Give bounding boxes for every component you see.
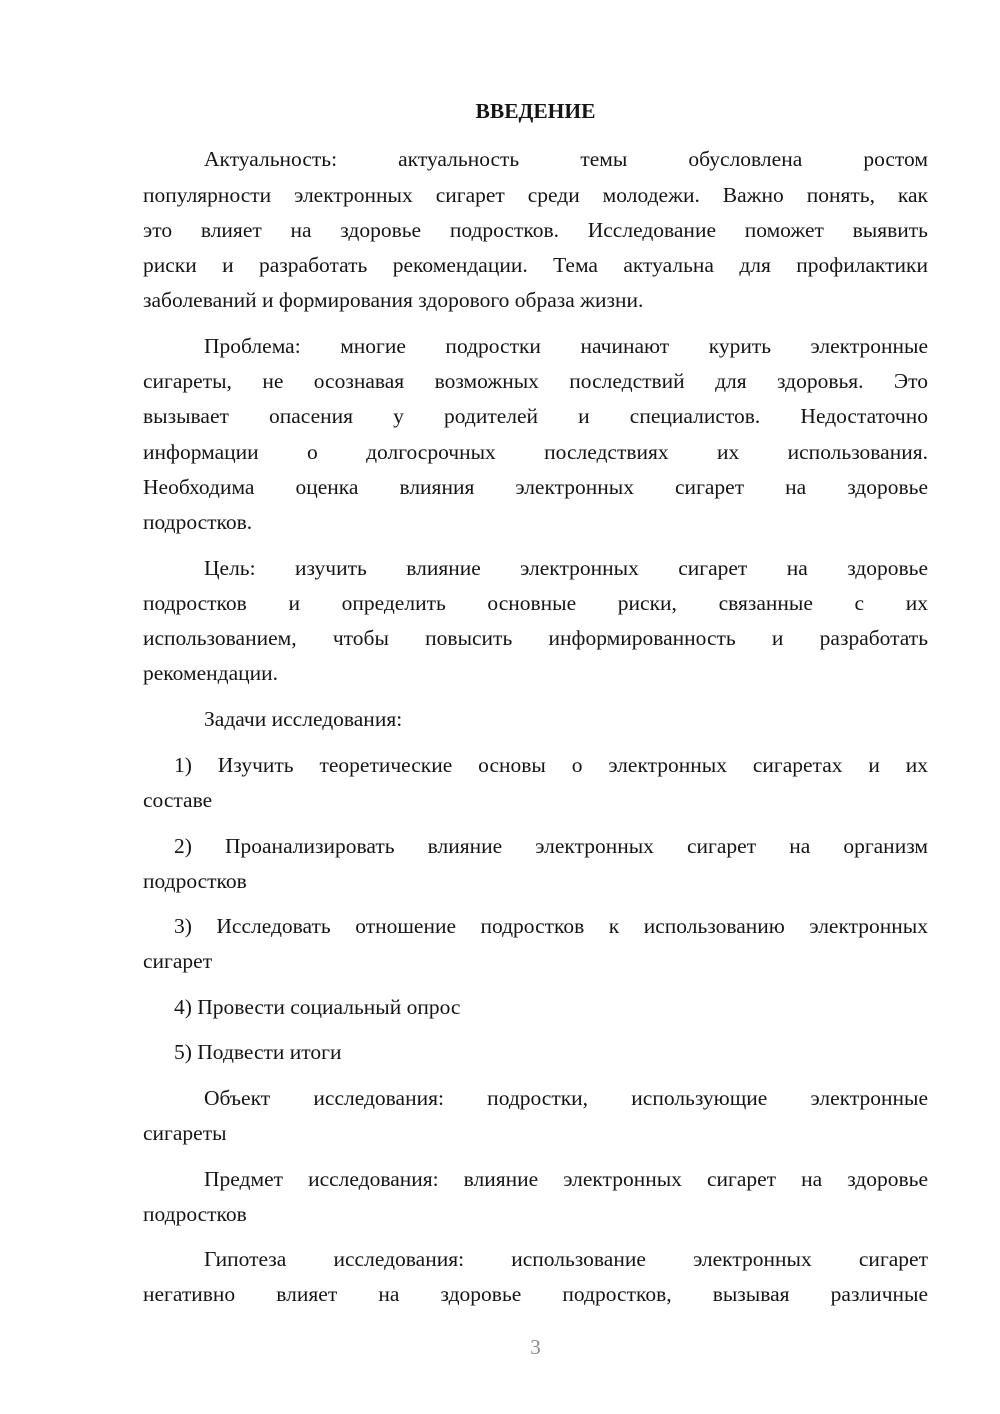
task-item-cont: сигарет xyxy=(143,949,213,973)
section-title: ВВЕДЕНИЕ xyxy=(475,99,596,123)
task-item: 5) Подвести итоги xyxy=(174,1040,342,1064)
paragraph-line: негативно влияет на здоровье подростков, вызывая различные xyxy=(143,1282,928,1306)
task-item-cont: подростков xyxy=(143,869,247,893)
paragraph-line: Предмет исследования: влияние электронных сигарет на здоровье xyxy=(204,1167,928,1191)
task-item: 2) Проанализировать влияние электронных сигарет на организм xyxy=(174,834,928,858)
paragraph-line: заболеваний и формирования здорового образа жизни. xyxy=(143,288,644,312)
task-item-cont: составе xyxy=(143,788,213,812)
paragraph-line: подростков и определить основные риски, связанные с их xyxy=(143,591,928,615)
paragraph-line: это влияет на здоровье подростков. Исследование поможет выявить xyxy=(143,218,928,242)
paragraph-line: использованием, чтобы повысить информированность и разработать xyxy=(143,626,928,650)
paragraph-line: Актуальность: актуальность темы обусловлена ростом xyxy=(204,147,928,171)
paragraph-line: рекомендации. xyxy=(143,661,279,685)
task-item: 4) Провести социальный опрос xyxy=(174,995,461,1019)
paragraph-line: Проблема: многие подростки начинают курить электронные xyxy=(204,334,928,358)
tasks-heading: Задачи исследования: xyxy=(204,707,403,731)
paragraph-line: Гипотеза исследования: использование электронных сигарет xyxy=(204,1247,928,1271)
paragraph-line: Необходима оценка влияния электронных сигарет на здоровье xyxy=(143,475,928,499)
paragraph-line: Объект исследования: подростки, использующие электронные xyxy=(204,1086,928,1110)
paragraph-line: риски и разработать рекомендации. Тема актуальна для профилактики xyxy=(143,253,928,277)
paragraph-line: подростков. xyxy=(143,510,253,534)
page-number: 3 xyxy=(530,1335,541,1359)
task-item: 3) Исследовать отношение подростков к использованию электронных xyxy=(174,914,928,938)
paragraph-line: сигареты, не осознавая возможных последствий для здоровья. Это xyxy=(143,369,928,393)
paragraph-line: вызывает опасения у родителей и специалистов. Недостаточно xyxy=(143,404,928,428)
paragraph-line: популярности электронных сигарет среди молодежи. Важно понять, как xyxy=(143,183,928,207)
paragraph-line: Цель: изучить влияние электронных сигарет на здоровье xyxy=(204,556,928,580)
paragraph-line: подростков xyxy=(143,1202,247,1226)
task-item: 1) Изучить теоретические основы о электронных сигаретах и их xyxy=(174,753,928,777)
paragraph-line: информации о долгосрочных последствиях их использования. xyxy=(143,440,928,464)
paragraph-line: сигареты xyxy=(143,1121,227,1145)
